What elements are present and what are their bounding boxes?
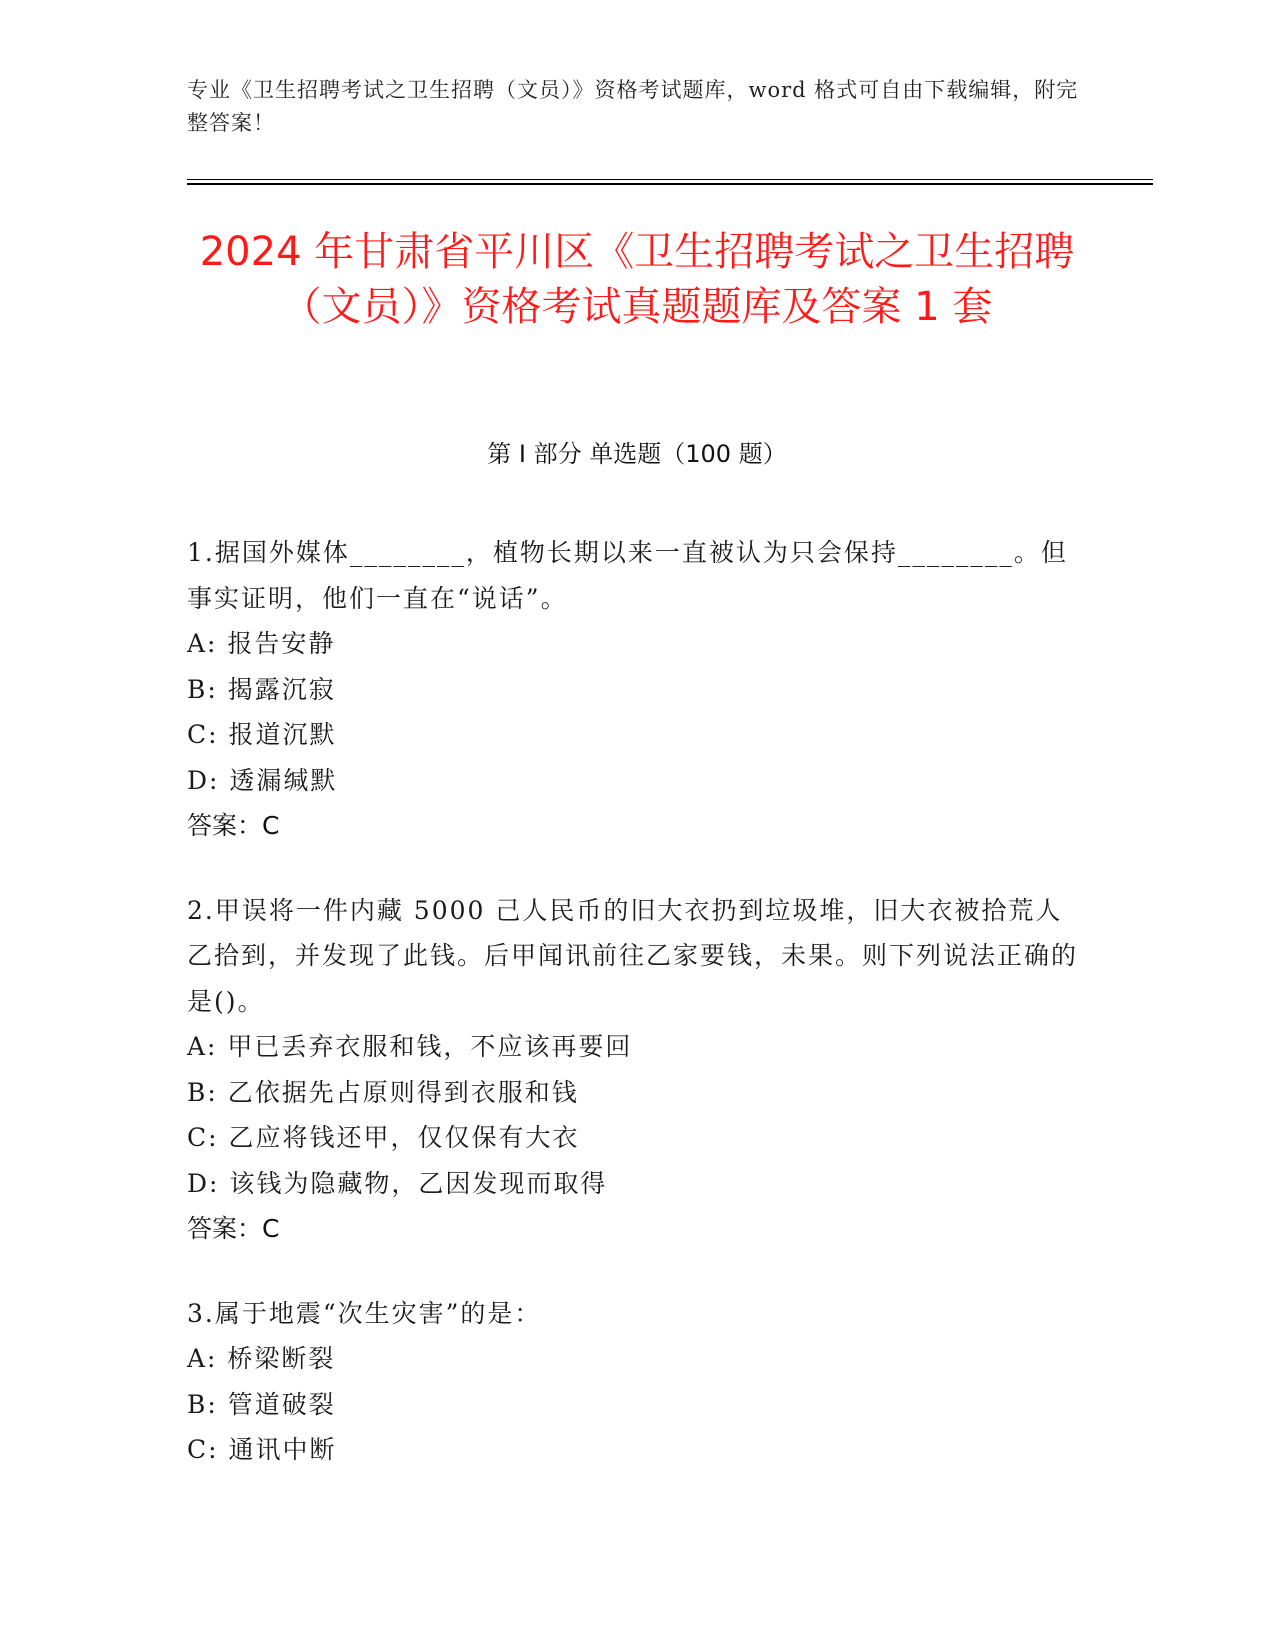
question-list	[187, 530, 1087, 1512]
option-c: C: 通讯中断	[187, 1435, 337, 1464]
question-2	[187, 888, 1087, 1252]
option-d: D: 该钱为隐藏物，乙因发现而取得	[187, 1168, 608, 1198]
answer: 答案：C	[187, 1214, 280, 1243]
option-b: B: 揭露沉寂	[187, 674, 336, 704]
option-b: B: 管道破裂	[187, 1389, 336, 1419]
header-rule-thin	[187, 179, 1153, 180]
option-c: C: 报道沉默	[187, 720, 337, 749]
question-1	[187, 530, 1087, 849]
option-a: A: 桥梁断裂	[187, 1344, 336, 1373]
option-a: A: 报告安静	[187, 629, 336, 658]
question-stem: 3.属于地震“次生灾害”的是：	[187, 1298, 542, 1328]
header-rule-thick	[187, 183, 1153, 185]
option-c: C: 乙应将钱还甲，仅仅保有大衣	[187, 1123, 580, 1152]
answer: 答案：C	[187, 811, 280, 840]
header-note: 专业《卫生招聘考试之卫生招聘（文员）》资格考试题库，word 格式可自由下载编辑，附完整答案！	[187, 78, 1079, 135]
section-title: 第 I 部分 单选题（100 题）	[487, 440, 787, 468]
option-d: D: 透漏缄默	[187, 765, 338, 795]
option-a: A: 甲已丢弃衣服和钱，不应该再要回	[187, 1032, 633, 1061]
question-stem: 2.甲误将一件内藏 5000 己人民币的旧大衣扔到垃圾堆，旧大衣被拾荒人乙拾到，并发现了此钱。后甲闻讯前往乙家要钱，未果。则下列说法正确的是()。	[187, 895, 1079, 1016]
question-3	[187, 1291, 1087, 1473]
question-stem: 1.据国外媒体________，植物长期以来一直被认为只会保持________。但事实证明，他们一直在“说话”。	[187, 538, 1068, 613]
document-title: 2024 年甘肃省平川区《卫生招聘考试之卫生招聘（文员）》资格考试真题题库及答案 1 套	[199, 229, 1075, 330]
option-b: B: 乙依据先占原则得到衣服和钱	[187, 1077, 579, 1107]
